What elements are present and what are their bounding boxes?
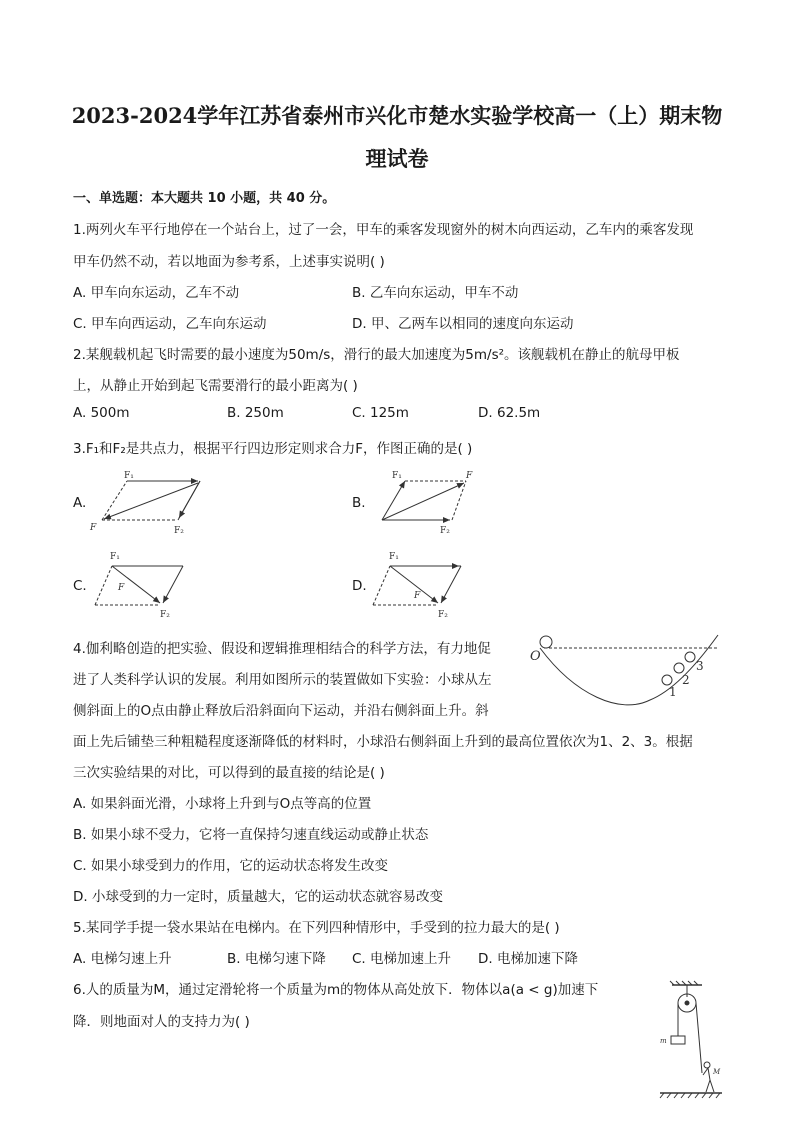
q6-stem-line2: 降．则地面对人的支持力为( ) [73,1014,250,1030]
q4-point-1-label: 1 [669,685,677,699]
q3-figure-c [95,552,183,620]
q3-option-a-label: A. [73,495,87,511]
q4-stem-line1: 4.伽利略创造的把实验、假设和逻辑推理相结合的科学方法，有力地促 [73,641,491,657]
q2-stem-line2: 上，从静止开始到起飞需要滑行的最小距离为( ) [73,378,358,394]
q2-option-b: B. 250m [227,405,284,421]
q3-option-c-label: C. [73,578,87,594]
q1-option-a: A. 甲车向东运动，乙车不动 [73,285,240,301]
q4-figure-track [530,635,718,705]
q6-stem-line1: 6.人的质量为M，通过定滑轮将一个质量为m的物体从高处放下．物体以a(a < g)加速下 [73,982,599,998]
q3d-f1-label: F₁ [389,552,399,562]
q4-stem-line5: 三次实验结果的对比，可以得到的最直接的结论是( ) [73,765,385,781]
q1-option-d: D. 甲、乙两车以相同的速度向东运动 [352,316,574,332]
q1-stem-line1: 1.两列火车平行地停在一个站台上，过了一会，甲车的乘客发现窗外的树木向西运动，乙车内的乘客发现 [73,222,694,238]
q5-option-a: A. 电梯匀速上升 [73,951,172,967]
q3b-f-label: F [466,471,473,481]
q1-stem-line2: 甲车仍然不动，若以地面为参考系，上述事实说明( ) [73,254,385,270]
q4-stem-line4: 面上先后铺垫三种粗糙程度逐渐降低的材料时，小球沿右侧斜面上升到的最高位置依次为1、2、3。根据 [73,734,693,750]
q3b-f1-label: F₁ [392,471,402,481]
q3-option-d-label: D. [352,578,367,594]
section-heading: 一、单选题：本大题共 10 小题，共 40 分。 [73,191,336,206]
q3d-f-label: F [414,591,421,601]
q5-option-d: D. 电梯加速下降 [478,951,578,967]
q5-option-c: C. 电梯加速上升 [352,951,452,967]
q3c-f2-label: F₂ [160,610,170,620]
q6-mass-M-label: M [713,1068,721,1076]
q3-figure-d [373,552,461,620]
q3-option-b-label: B. [352,495,366,511]
q2-stem-line1: 2.某舰载机起飞时需要的最小速度为50m/s，滑行的最大加速度为5m/s²。该舰载机在静止的航母甲板 [73,347,680,363]
q4-option-b: B. 如果小球不受力，它将一直保持匀速直线运动或静止状态 [73,827,429,843]
q4-stem-line2: 进了人类科学认识的发展。利用如图所示的装置做如下实验：小球从左 [73,672,492,688]
q6-figure-pulley [660,981,722,1098]
q4-option-a: A. 如果斜面光滑，小球将上升到与O点等高的位置 [73,796,372,812]
q4-stem-line3: 侧斜面上的O点由静止释放后沿斜面向下运动，并沿右侧斜面上升。斜 [73,703,489,719]
q2-option-c: C. 125m [352,405,409,421]
q3c-f1-label: F₁ [110,552,120,562]
q3-figure-b [382,471,473,536]
q3a-f2-label: F₂ [174,526,184,536]
q3b-f2-label: F₂ [440,526,450,536]
exam-title-line2: 理试卷 [365,146,429,171]
q3-stem: 3.F₁和F₂是共点力，根据平行四边形定则求合力F，作图正确的是( ) [73,441,473,457]
q1-option-c: C. 甲车向西运动，乙车向东运动 [73,316,267,332]
q4-point-3-label: 3 [696,659,704,673]
q3a-f1-label: F₁ [124,471,134,481]
exam-title-line1: 2023-2024学年江苏省泰州市兴化市楚水实验学校高一（上）期末物 [71,103,723,128]
q5-stem: 5.某同学手提一袋水果站在电梯内。在下列四种情形中，手受到的拉力最大的是( ) [73,920,560,936]
q4-point-o-label: O [530,649,541,664]
q2-option-a: A. 500m [73,405,130,421]
q2-option-d: D. 62.5m [478,405,541,421]
q3-figure-a [89,471,200,536]
q4-option-c: C. 如果小球受到力的作用，它的运动状态将发生改变 [73,858,389,874]
q3d-f2-label: F₂ [438,610,448,620]
q6-mass-m-label: m [660,1037,667,1045]
q4-option-d: D. 小球受到的力一定时，质量越大，它的运动状态就容易改变 [73,889,443,905]
q3c-f-label: F [118,583,125,593]
q5-option-b: B. 电梯匀速下降 [227,951,326,967]
q3a-f-label: F [90,523,97,533]
q1-option-b: B. 乙车向东运动，甲车不动 [352,285,519,301]
q4-point-2-label: 2 [682,673,690,687]
